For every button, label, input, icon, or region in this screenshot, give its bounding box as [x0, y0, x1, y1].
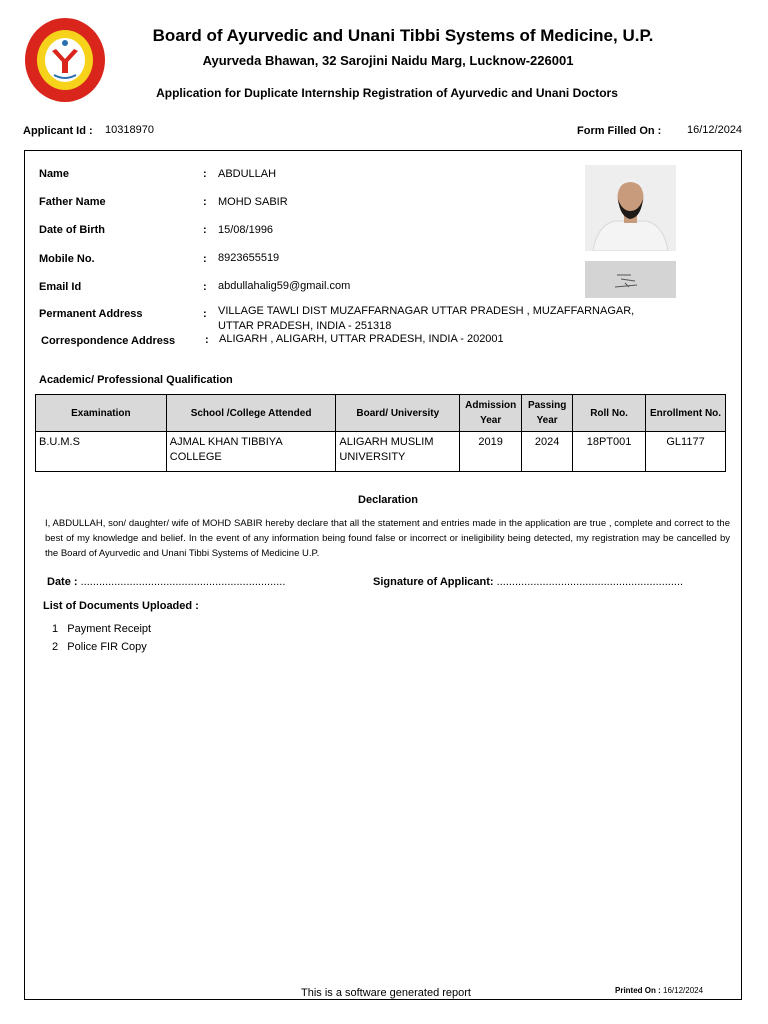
father-name-label: Father Name	[39, 196, 106, 208]
signature-field	[373, 576, 683, 588]
dob-label: Date of Birth	[39, 224, 105, 236]
documents-list-title: List of Documents Uploaded :	[43, 600, 199, 612]
correspondence-address-value: ALIGARH , ALIGARH, UTTAR PRADESH, INDIA - 202001	[219, 333, 504, 345]
declaration-text: I, ABDULLAH, son/ daughter/ wife of MOHD SABIR hereby declare that all the statement and entries made in the application are true , complete and correct to the best of my knowledge and belief. In the event of any information being found false or incorrect or ineligibility being detected, my registration may be cancelled by the Board of Ayurvedic and Unani Tibbi Systems of Medicine U.P.	[45, 518, 730, 559]
correspondence-address-label: Correspondence Address	[41, 335, 176, 347]
printed-on	[615, 986, 703, 995]
name-value: ABDULLAH	[218, 168, 277, 180]
table-cell: GL1177	[646, 432, 726, 472]
column-header: Admission Year	[460, 395, 522, 432]
table-cell: AJMAL KHAN TIBBIYA COLLEGE	[166, 432, 336, 472]
table-row	[36, 432, 726, 472]
applicant-signature-image	[585, 261, 676, 298]
list-item: 2 Police FIR Copy	[52, 641, 147, 653]
form-title: Application for Duplicate Internship Registration of Ayurvedic and Unani Doctors	[156, 86, 618, 100]
printed-on-label: Printed On :	[615, 986, 661, 995]
name-label: Name	[39, 168, 69, 180]
column-header: Passing Year	[522, 395, 573, 432]
date-label: Date :	[47, 576, 78, 588]
dob-value: 15/08/1996	[218, 224, 274, 236]
table-cell: B.U.M.S	[36, 432, 167, 472]
printed-on-date: 16/12/2024	[663, 986, 704, 995]
list-item: 1 Payment Receipt	[52, 623, 152, 635]
qualification-table	[35, 394, 726, 472]
signature-label: Signature of Applicant:	[373, 576, 494, 588]
software-generated-note: This is a software generated report	[301, 987, 471, 999]
declaration-title: Declaration	[358, 494, 418, 506]
permanent-address-label: Permanent Address	[39, 308, 143, 320]
email-value: abdullahalig59@gmail.com	[218, 280, 351, 292]
table-cell: 2024	[522, 432, 573, 472]
permanent-address-line1: VILLAGE TAWLI DIST MUZAFFARNAGAR UTTAR PRADESH , MUZAFFARNAGAR,	[218, 305, 635, 317]
table-cell: ALIGARH MUSLIM UNIVERSITY	[336, 432, 460, 472]
colon: :	[203, 308, 207, 320]
date-field	[47, 576, 285, 588]
column-header: Roll No.	[573, 395, 646, 432]
colon: :	[203, 224, 207, 236]
father-name-value: MOHD SABIR	[218, 196, 288, 208]
table-cell: 2019	[460, 432, 522, 472]
permanent-address-line2: UTTAR PRADESH, INDIA - 251318	[218, 320, 392, 332]
table-cell: 18PT001	[573, 432, 646, 472]
colon: :	[203, 168, 207, 180]
column-header: Board/ University	[336, 395, 460, 432]
signature-dotted-line: .............................................................	[496, 576, 684, 588]
colon: :	[205, 334, 209, 346]
applicant-id-label: Applicant Id :	[23, 125, 93, 137]
applicant-id-value: 10318970	[105, 124, 154, 136]
colon: :	[203, 281, 207, 293]
column-header: School /College Attended	[166, 395, 336, 432]
colon: :	[203, 196, 207, 208]
colon: :	[203, 253, 207, 265]
form-filled-date: 16/12/2024	[687, 124, 743, 136]
table-header-row	[36, 395, 726, 432]
form-filled-label: Form Filled On :	[577, 125, 662, 137]
date-dotted-line: ...................................................................	[80, 576, 286, 588]
applicant-photo	[585, 165, 676, 251]
column-header: Examination	[36, 395, 167, 432]
mobile-label: Mobile No.	[39, 253, 95, 265]
qualification-section-title: Academic/ Professional Qualification	[39, 374, 233, 386]
column-header: Enrollment No.	[646, 395, 726, 432]
email-label: Email Id	[39, 281, 82, 293]
org-name: Board of Ayurvedic and Unani Tibbi Systems of Medicine, U.P.	[152, 26, 654, 45]
mobile-value: 8923655519	[218, 252, 280, 264]
org-address: Ayurveda Bhawan, 32 Sarojini Naidu Marg, Lucknow-226001	[202, 53, 574, 68]
